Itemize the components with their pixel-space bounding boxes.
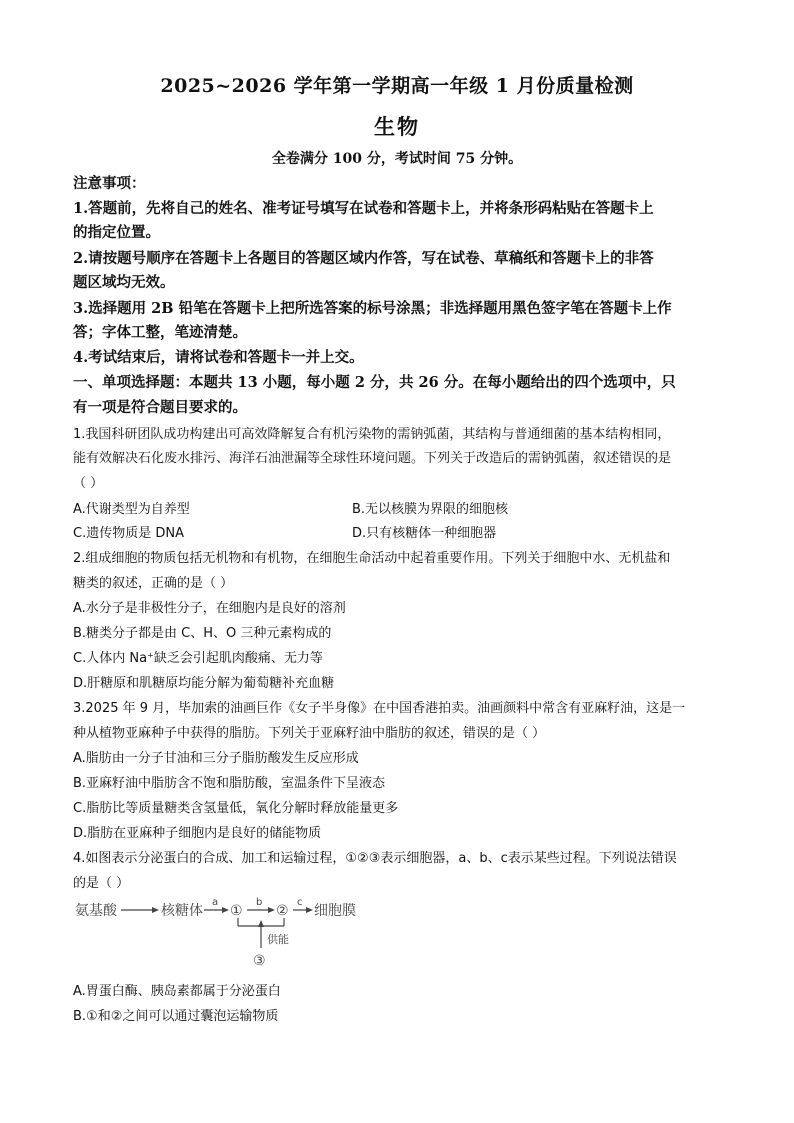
diagram-label-c: c	[297, 897, 303, 908]
question-3-option-d: D.脂肪在亚麻种子细胞内是良好的储能物质	[73, 826, 322, 841]
note-2-line-2: 题区域均无效。	[73, 274, 175, 291]
note-4: 4.考试结束后，请将试卷和答题卡一并上交。	[73, 349, 364, 366]
diagram-organelle-3: ③	[253, 953, 266, 969]
section-heading-line-1: 一、单项选择题：本题共 13 小题，每小题 2 分，共 26 分。在每小题给出的四个选项中，只	[73, 374, 676, 391]
question-2-option-c: C.人体内 Na⁺缺乏会引起肌肉酸痛、无力等	[73, 651, 323, 666]
diagram-ribosome: 核糖体	[161, 903, 203, 919]
note-2-line-1: 2.请按题号顺序在答题卡上各题目的答题区域内作答，写在试卷、草稿纸和答题卡上的非答	[73, 250, 654, 267]
question-3-line-1: 3.2025 年 9 月，毕加索的油画巨作《女子半身像》在中国香港拍卖。油画颜料中常含有亚麻籽油，这是一	[73, 701, 686, 716]
question-1-blank: （ ）	[73, 476, 104, 491]
note-1-line-2: 的指定位置。	[73, 224, 160, 241]
section-heading-line-2: 有一项是符合题目要求的。	[73, 399, 247, 416]
arrowhead-a	[222, 907, 229, 913]
question-1-line-2: 能有效解决石化废水排污、海洋石油泄漏等全球性环境问题。下列关于改造后的需钠弧菌，叙述错误的是	[73, 451, 672, 466]
question-4-line-2: 的是（ ）	[73, 876, 130, 891]
question-1-option-c: C.遗传物质是 DNA	[73, 526, 184, 541]
question-2-option-b: B.糖类分子都是由 C、H、O 三种元素构成的	[73, 626, 332, 641]
diagram-organelle-1: ①	[230, 903, 243, 919]
question-2-line-2: 糖类的叙述，正确的是（ ）	[73, 576, 234, 591]
diagram-label-a: a	[212, 897, 219, 908]
question-3-option-a: A.脂肪由一分子甘油和三分子脂肪酸发生反应形成	[73, 751, 359, 766]
note-3-line-1: 3.选择题用 2B 铅笔在答题卡上把所选答案的标号涂黑；非选择题用黑色签字笔在答题卡上作	[73, 300, 672, 317]
question-1-option-a: A.代谢类型为自养型	[73, 502, 190, 517]
exam-info: 全卷满分 100 分，考试时间 75 分钟。	[271, 151, 523, 167]
diagram-cell-membrane: 细胞膜	[314, 903, 356, 919]
diagram-organelle-2: ②	[276, 903, 289, 919]
question-3-line-2: 种从植物亚麻种子中获得的脂肪。下列关于亚麻籽油中脂肪的叙述，错误的是（ ）	[73, 726, 546, 741]
diagram-energy-label: 供能	[267, 933, 289, 946]
energy-arrowhead	[258, 920, 264, 927]
exam-title: 2025~2026 学年第一学期高一年级 1 月份质量检测	[160, 75, 634, 97]
question-4-option-b: B.①和②之间可以通过囊泡运输物质	[73, 1009, 279, 1024]
question-4-line-1: 4.如图表示分泌蛋白的合成、加工和运输过程，①②③表示细胞器，a、b、c表示某些过程。下列说法错误	[73, 851, 677, 866]
question-4-option-a: A.胃蛋白酶、胰岛素都属于分泌蛋白	[73, 984, 281, 999]
arrowhead-c	[306, 907, 313, 913]
note-3-line-2: 答；字体工整，笔迹清楚。	[73, 324, 247, 341]
subject-title: 生物	[374, 114, 420, 139]
question-1-line-1: 1.我国科研团队成功构建出可高效降解复合有机污染物的需钠弧菌，其结构与普通细菌的基本结构相同，	[73, 427, 671, 442]
note-1-line-1: 1.答题前，先将自己的姓名、准考证号填写在试卷和答题卡上，并将条形码粘贴在答题卡上	[73, 200, 654, 217]
question-3-option-c: C.脂肪比等质量糖类含氢量低，氧化分解时释放能量更多	[73, 801, 399, 816]
question-3-option-b: B.亚麻籽油中脂肪含不饱和脂肪酸，室温条件下呈液态	[73, 776, 386, 791]
question-1-option-b: B.无以核膜为界限的细胞核	[352, 502, 509, 517]
question-1-option-d: D.只有核糖体一种细胞器	[352, 526, 497, 541]
diagram-amino-acid: 氨基酸	[75, 903, 117, 919]
arrowhead-1	[152, 907, 159, 913]
notes-heading: 注意事项：	[73, 175, 146, 192]
question-2-option-d: D.肝糖原和肌糖原均能分解为葡萄糖补充血糖	[73, 676, 335, 691]
question-2-option-a: A.水分子是非极性分子，在细胞内是良好的溶剂	[73, 601, 346, 616]
arrowhead-b	[268, 907, 275, 913]
secretory-protein-diagram	[73, 896, 373, 970]
question-2-line-1: 2.组成细胞的物质包括无机物和有机物，在细胞生命活动中起着重要作用。下列关于细胞中水、无机盐和	[73, 551, 671, 566]
diagram-label-b: b	[256, 897, 263, 908]
